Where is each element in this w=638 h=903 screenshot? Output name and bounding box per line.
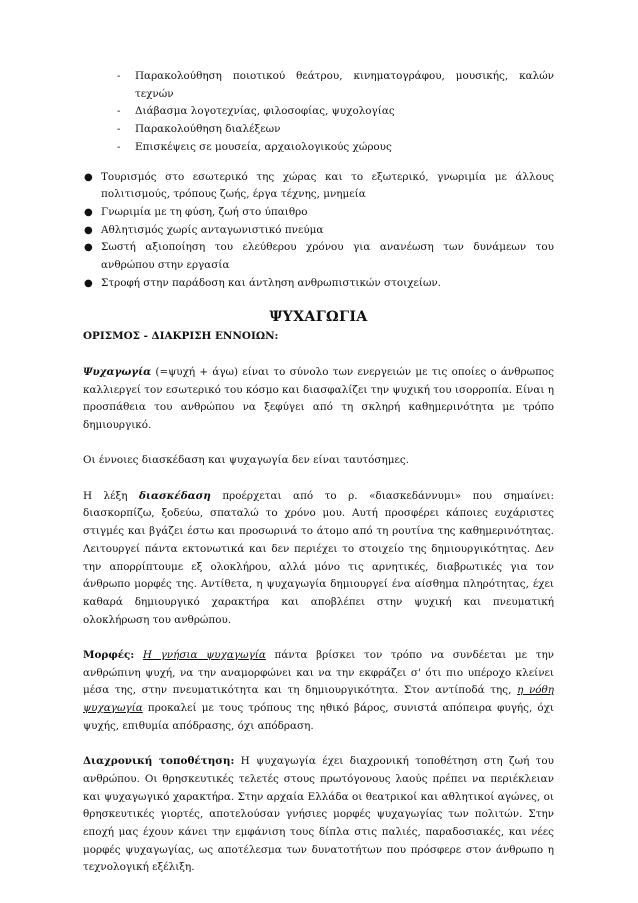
list-item: ● Στροφή στην παράδοση και άντληση ανθρωπιστικών στοιχείων. (101, 275, 554, 293)
paragraph-distinction: Οι έννοιες διασκέδαση και ψυχαγωγία δεν είναι ταυτόσημες. (83, 454, 409, 467)
list-item: ● Γνωριμία με τη φύση, ζωή στο ύπαιθρο (101, 204, 554, 222)
list-item: ● Σωστή αξιοποίηση του ελεύθερου χρόνου για ανανέωση των δυνάμεων του ανθρώπου στην εργασία (84, 241, 554, 272)
dash-marker: - (117, 123, 121, 136)
dash-marker: - (117, 140, 121, 153)
list-item: - Διάβασμα λογοτεχνίας, φιλοσοφίας, ψυχολογίας (117, 103, 554, 121)
term-psychagogia: Ψυχαγωγία (83, 365, 152, 378)
paragraph-diaskedasi: Η λέξη διασκέδαση προέρχεται από το ρ. «διασκεδάννυμι» που σημαίνει: διασκορπίζω, ξοδεύω, σπαταλώ το χρόνο μου. Αυτή προσφέρει κάποιες ευχάριστες στιγμές και βγάζει έστω και προσωρινά το άτομο από τη ρουτίνα της καθημερινότητας. Λειτουργεί πάντα εκτονωτικά και δεν περιέχει το στοιχείο της δημιουργικότητας. Δεν την απορρίπτουμε εξ ολοκλήρου, αλλά μόνο τις αρνητικές, διαβρωτικές για τον άνθρωπο μορφές της. Αντίθετα, η ψυχαγωγία δημιουργεί ένα αίσθημα πληρότητας, έχει καθαρά δημιουργικό χαρακτήρα και αποβλέπει στην ψυχική και πνευματική ολοκλήρωση του ανθρώπου. (83, 489, 554, 626)
list-item: ● Αθλητισμός χωρίς ανταγωνιστικό πνεύμα (101, 222, 554, 240)
dash-marker: - (117, 105, 121, 118)
dash-list (83, 68, 554, 157)
dash-marker: - (117, 70, 121, 82)
term-fake: η νόθη ψυχαγωγία (83, 684, 554, 715)
label-timeline: Διαχρονική τοποθέτηση: (83, 755, 235, 768)
paragraph-forms: Μορφές: Η γνήσια ψυχαγωγία πάντα βρίσκει τον τρόπο να συνδέεται με την ανθρώπινη ψυχή, να την αναμορφώνει και να την εκφράζει σ' ότι πιο υπέροχο κλείνει μέσα της, στην πνευματικότητα και τη δημιουργικότητα. Στον αντίποδά της, η νόθη ψυχαγωγία προκαλεί με τους τρόπους της ηθικό βάρος, συνιστά απόπειρα φυγής, όχι ψυχής, επιθυμία απόδρασης, όχι απόδραση. (83, 649, 554, 732)
paragraph-timeline: Διαχρονική τοποθέτηση: Η ψυχαγωγία έχει διαχρονική τοποθέτηση στη ζωή του ανθρώπου. Οι θρησκευτικές τελετές στους πρωτόγονους λαούς πρέπει να περιέκλειαν και ψυχαγωγικό χαρακτήρα. Στην αρχαία Ελλάδα οι θεατρικοί και αθλητικοί αγώνες, οι θρησκευτικές γιορτές, αποτελούσαν γνήσιες μορφές ψυχαγωγίας των πολιτών. Στην εποχή μας έχουν κάνει την εμφάνιση τους δίπλα στις παλιές, παραδοσιακές, και νέες μορφές ψυχαγωγίας, ως αποτέλεσμα των δυνατοτήτων που πρόσφερε στον άνθρωπο η τεχνολογική εξέλιξη. (83, 755, 554, 874)
list-item: - Επισκέψεις σε μουσεία, αρχαιολογικούς χώρους (117, 139, 554, 157)
section-subtitle: ΟΡΙΣΜΟΣ - ΔΙΑΚΡΙΣΗ ΕΝΝΟΙΩΝ: (83, 330, 279, 343)
list-item: - Παρακολούθηση διαλέξεων (117, 121, 554, 139)
list-item: - Παρακολούθηση ποιοτικού θεάτρου, κινηματογράφου, μουσικής, καλών τεχνών (117, 70, 554, 100)
label-forms: Μορφές: (83, 649, 135, 662)
bullet-icon: ● (84, 242, 93, 254)
bullet-icon: ● (84, 224, 93, 236)
term-diaskedasi: διασκέδαση (138, 489, 211, 502)
paragraph-definition: Ψυχαγωγία (=ψυχή + άγω) είναι το σύνολο των ενεργειών με τις οποίες ο άνθρωπος καλλιεργεί τον εσωτερικό του κόσμο και διασφαλίζει την ψυχική του ισορροπία. Είναι η προσπάθεια του ανθρώπου να ξεφύγει από τη σκληρή καθημερινότητα με τρόπο δημιουργικό. (83, 365, 554, 431)
term-genuine: Η γνήσια ψυχαγωγία (142, 649, 266, 662)
bullet-icon: ● (84, 206, 93, 218)
bullet-icon: ● (84, 277, 93, 289)
bullet-icon: ● (84, 171, 93, 183)
list-item: ● Τουρισμός στο εσωτερικό της χώρας και το εξωτερικό, γνωριμία με άλλους πολιτισμούς, τρόπους ζωής, έργα τέχνης, μνημεία (84, 170, 554, 201)
section-title: ΨΥΧΑΓΩΓΙΑ (269, 309, 368, 326)
bullet-list (83, 169, 554, 293)
